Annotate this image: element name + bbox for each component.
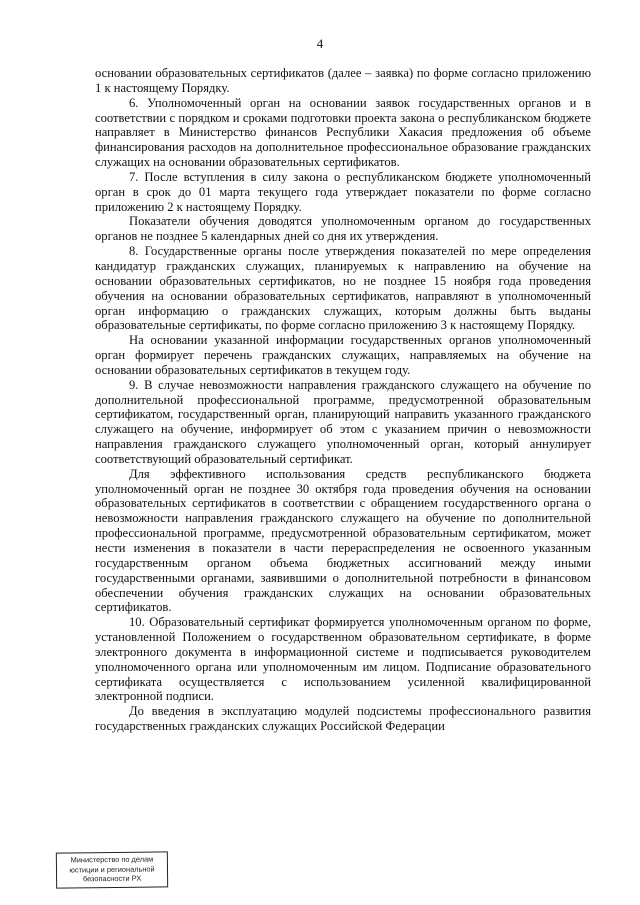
paragraph-item-7-indicators: Показатели обучения доводятся уполномоченным органом до государственных органов не позднее 5 календарных дней со дня их утверждения.	[95, 214, 591, 244]
paragraph-item-9: 9. В случае невозможности направления гражданского служащего на обучение по дополнительной профессиональной программе, предусмотренной образовательным сертификатом, государственный орган, планирующий направить указанного гражданского служащего на обучение, информирует об этом с указанием причин о невозможности направления гражданского служащего уполномоченный орган, который аннулирует соответствующий образовательный сертификат.	[95, 377, 591, 466]
paragraph-item-8-list: На основании указанной информации государственных органов уполномоченный орган формирует перечень гражданских служащих, направляемых на обучение на основании образовательных сертификатов в текущем году.	[95, 333, 591, 377]
ministry-stamp	[56, 851, 168, 888]
paragraph-item-9-budget: Для эффективного использования средств республиканского бюджета уполномоченный орган не позднее 30 октября года проведения обучения на основании образовательных сертификатов в соответствии с обращением государственного органа о невозможности направления гражданского служащего на обучение по дополнительной профессиональной программе, предусмотренной образовательным сертификатом, может нести изменения в показатели в части перераспределения не освоенного указанным государственным органом объема бюджетных ассигнований между иными государственными органами, заявившими о дополнительной потребности в финансовом обеспечении обучения гражданских служащих на основании образовательных сертификатов.	[95, 466, 591, 615]
paragraph-item-8: 8. Государственные органы после утверждения показателей по мере определения кандидатур гражданских служащих, планируемых к направлению на обучение на основании образовательных сертификатов, но не позднее 15 ноября года проведения обучения на основании образовательных сертификатов, направляют в уполномоченный орган информацию о гражданских служащих, которым должны быть выданы образовательные сертификаты, по форме согласно приложению 3 к настоящему Порядку.	[95, 244, 591, 333]
paragraph-item-10: 10. Образовательный сертификат формируется уполномоченным органом по форме, установленной Положением о государственном образовательном сертификате, в форме электронного документа в информационной системе и подписывается руководителем уполномоченного органа или уполномоченным им лицом. Подписание образовательного сертификата осуществляется с использованием усиленной квалифицированной электронной подписи.	[95, 615, 591, 704]
stamp-line: безопасности РХ	[82, 873, 142, 884]
paragraph-item-10-modules: До введения в эксплуатацию модулей подсистемы профессионального развития государственных гражданских служащих Российской Федерации	[95, 704, 591, 734]
paragraph-item-7: 7. После вступления в силу закона о республиканском бюджете уполномоченный орган в срок до 01 марта текущего года утверждает показатели по форме согласно приложению 2 к настоящему Порядку.	[95, 169, 591, 214]
paragraph-item-6: 6. Уполномоченный орган на основании заявок государственных органов и в соответствии с порядком и сроками подготовки проекта закона о республиканском бюджете направляет в Министерство финансов Республики Хакасия предложения об объеме финансирования расходов на дополнительное профессиональное образование гражданских служащих на основании образовательных сертификатов.	[95, 95, 591, 170]
page-number: 4	[316, 36, 324, 51]
document-body	[95, 66, 591, 734]
paragraph-continuation: основании образовательных сертификатов (далее – заявка) по форме согласно приложению 1 к настоящему Порядку.	[95, 66, 591, 95]
stamp-line: Министерство по делам	[70, 854, 154, 865]
stamp-line: юстиции и региональной	[69, 864, 155, 875]
